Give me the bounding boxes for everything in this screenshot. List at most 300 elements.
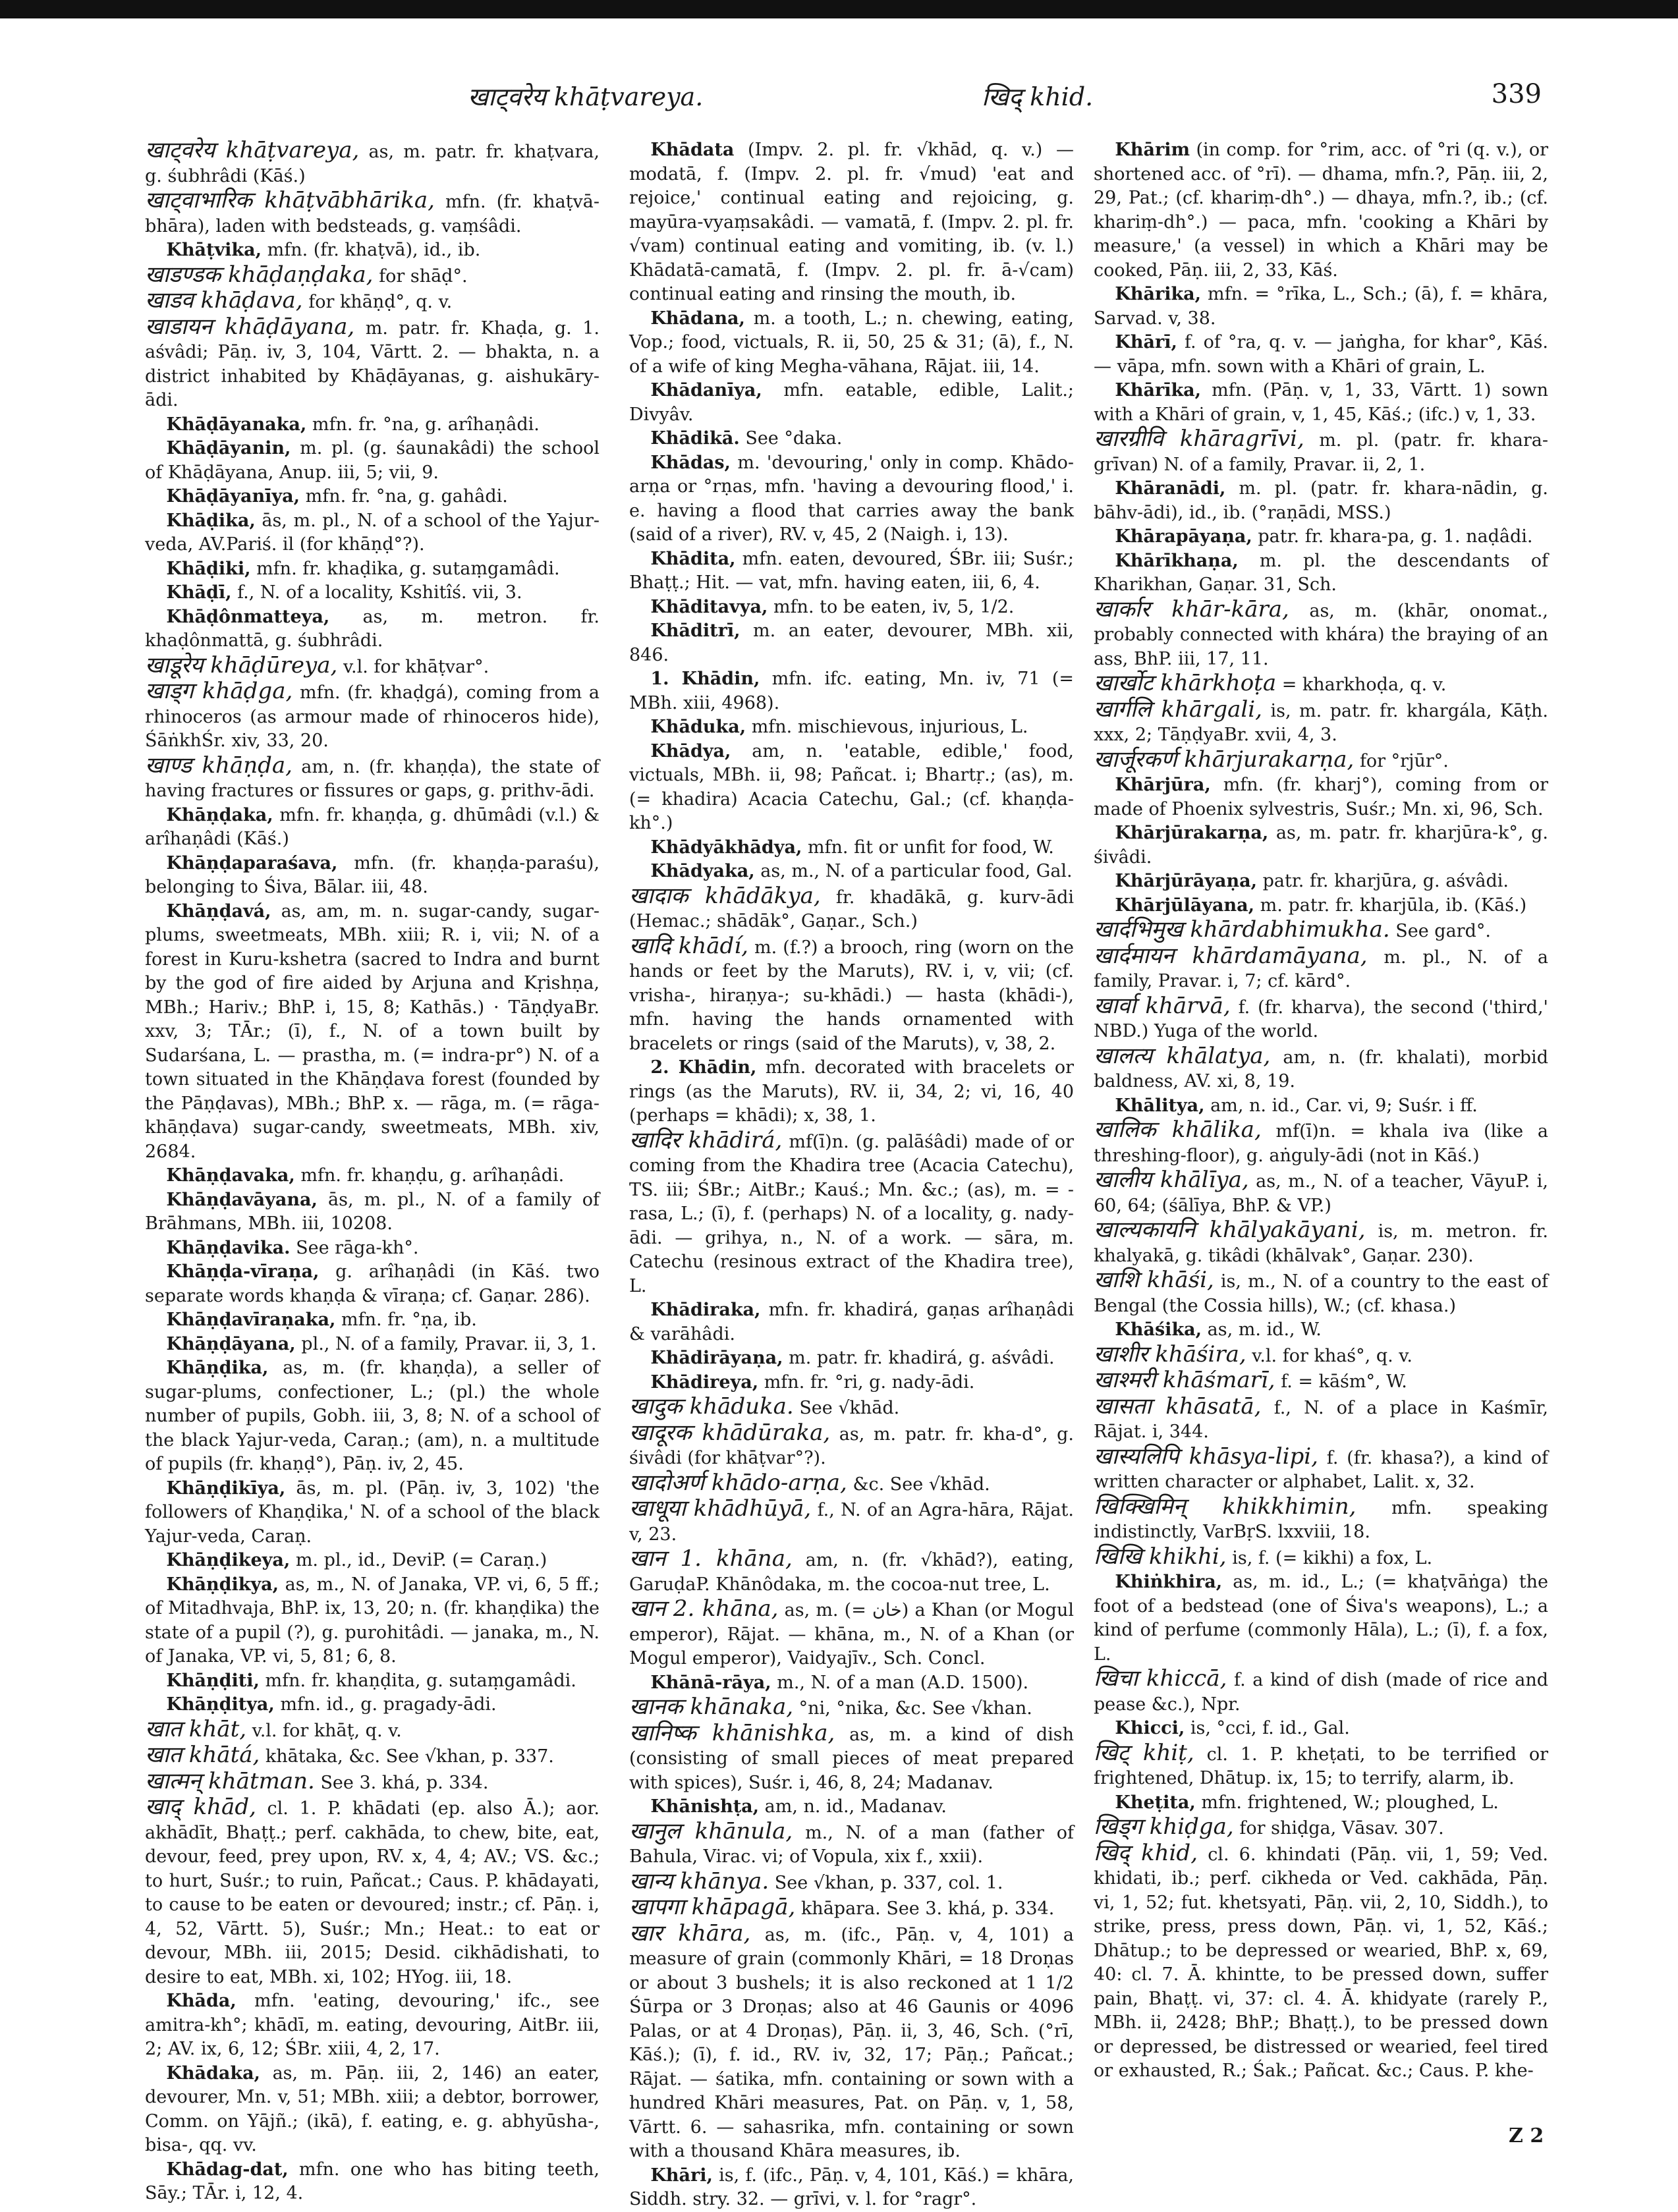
- dictionary-entry: [145, 1989, 600, 2062]
- dictionary-entry: [629, 1371, 1074, 1395]
- entry-headword: Khāranādi,: [1115, 478, 1226, 499]
- entry-definition: m., N. of a man (A.D. 1500).: [777, 1672, 1029, 1693]
- entry-headword: खात khātá,: [145, 1742, 260, 1768]
- dictionary-entry: [1094, 427, 1548, 477]
- dictionary-entry: [145, 1477, 600, 1549]
- entry-headword: Khāḍāyanaka,: [166, 414, 307, 435]
- dictionary-entry: [629, 1471, 1074, 1497]
- entry-headword: Khādag-dat,: [166, 2159, 289, 2180]
- entry-definition: cl. 1. P. khādati (ep. also Ā.); aor. akhādīt, Bhaṭṭ.; perf. cakhāda, to chew, bite, eat, devour, feed, prey upon, RV. x, 4, 4; AV.; VS. &c.; to hurt, Suśr.; to ruin, Pañcat.; Caus. P. khādayati, to cause to be eaten or devoured; instr.; cf. Pāṇ. i, 4, 52, Vārtt. 5), Suśr.; Mn.; Heat.: to eat or devour, MBh. iii, 2015; Desid. cikhādishati, to desire to eat, MBh. xi, 102; HYog. iii, 18.: [145, 1798, 600, 1987]
- entry-definition: f. = kāśm°, W.: [1281, 1371, 1407, 1392]
- entry-headword: Khādanīya,: [650, 380, 762, 401]
- entry-headword: Khārika,: [1115, 284, 1202, 304]
- entry-headword: Khāditavya,: [650, 596, 768, 617]
- entry-definition: f. a kind of dish (made of rice and pease &c.), Npr.: [1094, 1670, 1549, 1715]
- dictionary-entry: [629, 1597, 1074, 1671]
- dictionary-entry: [629, 1869, 1074, 1896]
- entry-definition: is, °cci, f. id., Gal.: [1190, 1718, 1350, 1738]
- entry-definition: mfn. = °rīka, L., Sch.; (ā), f. = khāra, Sarvad. v, 38.: [1094, 284, 1548, 329]
- dictionary-entry: [145, 138, 600, 188]
- entry-definition: See √khād.: [799, 1398, 900, 1418]
- entry-headword: Khāditrī,: [650, 621, 741, 641]
- entry-headword: Khāṇḍika,: [166, 1358, 269, 1378]
- dictionary-entry: [629, 138, 1074, 307]
- entry-definition: See °daka.: [745, 428, 843, 449]
- dictionary-entry: [1094, 1570, 1548, 1667]
- entry-definition: as, am, m. n. sugar-candy, sugar-plums, sweetmeats, MBh. xiii; R. i, vii; N. of a forest in Kuru-kshetra (sacred to Indra and burnt by the god of fire aided by Arjuna and Kṛishṇa, MBh.; Hariv.; BhP. i, 15, 8; Kathās.) · TāṇḍyaBr. xxv, 3; TĀr.; (ī), f., N. of a town built by Sudarśana, L. — prastha, m. (= indra-pr°) N. of a town situated in the Khāṇḍava forest (founded by the Pāṇḍavas), MBh.; BhP. x. — rāga, m. (= rāga-khāṇḍava) sugar-candy, sweetmeats, MBh. xiv, 2684.: [145, 900, 600, 1162]
- entry-headword: Khāṇḍaka,: [166, 804, 273, 825]
- entry-definition: for shāḍ°.: [379, 265, 468, 287]
- entry-definition: m. a tooth, L.; n. chewing, eating, Vop.; food, victuals, R. ii, 50, 25 & 31; (ā), f., N. of a wife of king Megha-vāhana, Rājat. iii, 14.: [629, 308, 1074, 377]
- entry-definition: as, m. (fr. khaṇḍa), a seller of sugar-plums, confectioner, L.; (pl.) the whole number of pupils, Gobh. iii, 3, 8; N. of a school of the black Yajur-veda, Caraṇ.; (am), n. a multitude of pupils (fr. khaṇḍ°), Pāṇ. iv, 2, 45.: [145, 1358, 600, 1474]
- entry-headword: खार्कार khār-kāra,: [1094, 595, 1289, 622]
- dictionary-entry: [1094, 1268, 1548, 1318]
- entry-headword: Khādireya,: [650, 1371, 759, 1393]
- dictionary-entry: [145, 1260, 600, 1308]
- entry-headword: Khāṇḍaparaśava,: [166, 852, 338, 873]
- entry-definition: mfn. fr. °na, g. gahâdi.: [305, 486, 508, 507]
- entry-headword: Khādyākhādya,: [650, 837, 802, 858]
- entry-headword: Khārapāyaṇa,: [1115, 526, 1252, 547]
- dictionary-entry: [145, 557, 600, 582]
- entry-headword: Khādiraka,: [650, 1300, 761, 1320]
- entry-headword: खान्य khānya.: [629, 1867, 769, 1894]
- dictionary-entry: [145, 900, 600, 1165]
- dictionary-entry: [629, 1346, 1074, 1371]
- entry-headword: खाडव khāḍava,: [145, 287, 303, 314]
- entry-definition: mfn. decorated with bracelets or rings (as the Maruts), RV. ii, 34, 2; vi, 16, 40 (perhaps = khādi); x, 38, 1.: [629, 1057, 1074, 1126]
- dictionary-entry: [1094, 1495, 1548, 1545]
- entry-definition: mfn. to be eaten, iv, 5, 1/2.: [773, 596, 1015, 617]
- dictionary-entry: [629, 1298, 1074, 1346]
- entry-headword: खाद् khād,: [145, 1794, 256, 1820]
- entry-definition: mfn. one who has biting teeth, Sāy.; TĀr. i, 12, 4.: [145, 2159, 600, 2203]
- dictionary-entry: [629, 595, 1074, 620]
- running-head-left: खाट्वरेय khāṭvareya.: [468, 82, 704, 111]
- entry-definition: m. pl. (patr. fr. khara-nādin, g. bāhv-ādi), id., ib. (°raṇādi, MSS.): [1094, 478, 1548, 523]
- dictionary-entry: [145, 1356, 600, 1477]
- entry-definition: mfn. fr. khadirá, gaṇas arîhaṇâdi & varāhâdi.: [629, 1300, 1074, 1344]
- entry-headword: Khāḍônmatteya,: [166, 606, 330, 627]
- entry-definition: f., N. of a locality, Kshitîś. vii, 3.: [237, 582, 522, 603]
- entry-headword: खादिर khādirá,: [629, 1126, 783, 1153]
- entry-headword: खाश्मरी khāśmarī,: [1094, 1367, 1275, 1393]
- entry-headword: Khārjūra,: [1115, 775, 1211, 795]
- entry-definition: = kharkhoḍa, q. v.: [1281, 675, 1447, 695]
- entry-headword: खात khāt,: [145, 1715, 247, 1742]
- entry-headword: Khālitya,: [1115, 1095, 1205, 1116]
- dictionary-entry: [629, 884, 1074, 934]
- dictionary-entry: [1094, 671, 1548, 698]
- dictionary-entry: [1094, 477, 1548, 525]
- entry-definition: m. (f.?) a brooch, ring (worn on the hands or feet by the Maruts), RV. i, v, vii; (cf. vrisha-, hiraṇya-; su-khādi.) — hasta (khādi-), mfn. having the hands ornamented with bracelets or rings (said of the Maruts), v, 38, 2.: [629, 937, 1074, 1054]
- entry-definition: f. (fr. khasa?), a kind of written character or alphabet, Lalit. x, 32.: [1094, 1447, 1548, 1492]
- entry-definition: as, m. (ifc., Pāṇ. v, 4, 101) a measure of grain (commonly Khāri, = 18 Droṇas or about 3 bushels; it is also reckoned at 1 1/2 Śūrpa or 3 Droṇas; also at 46 Gaunis or 4096 Palas, or at 4 Droṇas), Pāṇ. ii, 3, 46, Sch. (°rī, Kāś.); (ī), f. id., RV. iv, 32, 17; Pāṇ.; Pañcat.; Rājat. — śatika, mfn. containing or sown with a hundred Khāri measures, Pat. on Pāṇ. v, 1, 58, Vārtt. 6. — sahasrika, mfn. containing or sown with a thousand Khāra measures, ib.: [629, 1924, 1074, 2161]
- entry-definition: ās, m. pl. (Pāṇ. iv, 3, 102) 'the followers of Khaṇḍika,' N. of a school of the black Yajur-veda, Caraṇ.: [145, 1478, 600, 1547]
- entry-definition: mfn. (fr. khaṇḍa-paraśu), belonging to Śiva, Bālar. iii, 48.: [145, 852, 600, 897]
- dictionary-entry: [145, 1795, 600, 1989]
- entry-definition: mfn. eaten, devoured, ŚBr. iii; Suśr.; Bhaṭṭ.; Hit. — vat, mfn. having eaten, iii, 6, 4.: [629, 548, 1074, 593]
- entry-definition: mfn. (fr. khaṭvā), id., ib.: [267, 240, 481, 260]
- entry-headword: Khānā-rāya,: [650, 1672, 771, 1693]
- entry-definition: as, m., N. of a particular food, Gal.: [760, 861, 1073, 881]
- entry-definition: is, m., N. of a country to the east of Bengal (the Cossia hills), W.; (cf. khasa.): [1094, 1271, 1548, 1316]
- entry-definition: for khāṇḍ°, q. v.: [308, 292, 453, 312]
- dictionary-entry: [145, 653, 600, 680]
- dictionary-entry: [629, 547, 1074, 595]
- entry-headword: Khāṇḍāyana,: [166, 1333, 296, 1354]
- dictionary-entry: [1094, 1741, 1548, 1791]
- entry-definition: cl. 1. P. kheṭati, to be terrified or frightened, Dhātup. ix, 15; to terrify, alarm, ib.: [1094, 1744, 1549, 1788]
- entry-definition: as, m. id., W.: [1207, 1319, 1322, 1340]
- entry-definition: mfn. fr. khaṇḍu, g. arîhaṇâdi.: [300, 1165, 565, 1186]
- dictionary-entry: [1094, 1342, 1548, 1369]
- entry-headword: खान 2. khāna,: [629, 1595, 779, 1622]
- entry-headword: Khādata: [650, 140, 735, 160]
- entry-definition: fr. khadākā, g. kurv-ādi (Hemac.; shādāk°, Gaṇar., Sch.): [629, 887, 1074, 931]
- dictionary-entry: [145, 1333, 600, 1357]
- entry-headword: खाधूया khādhūyā,: [629, 1495, 812, 1522]
- dictionary-entry: [145, 1573, 600, 1669]
- dictionary-entry: [145, 315, 600, 413]
- entry-definition: am, n. id., Madanav.: [764, 1796, 947, 1817]
- entry-headword: खिचा khiccā,: [1094, 1665, 1227, 1692]
- dictionary-entry: [1094, 597, 1548, 672]
- entry-headword: खाड्ग khāḍga,: [145, 678, 293, 704]
- entry-headword: खार्वा khārvā,: [1094, 992, 1231, 1019]
- entry-headword: Khāṇḍavaka,: [166, 1165, 295, 1186]
- entry-headword: Khārīkhaṇa,: [1115, 550, 1239, 571]
- entry-definition: pl., N. of a family, Pravar. ii, 3, 1.: [301, 1333, 597, 1354]
- entry-headword: खाट्वाभारिक khāṭvābhārika,: [145, 187, 435, 213]
- entry-definition: as, m. patr. fr. khaṭvara, g. śubhrâdi (Kāś.): [145, 142, 600, 186]
- dictionary-entry: [145, 852, 600, 900]
- dictionary-entry: [145, 605, 600, 653]
- entry-headword: खाशीर khāśira,: [1094, 1341, 1246, 1368]
- dictionary-entry: [1094, 1368, 1548, 1395]
- dictionary-entry: [145, 289, 600, 315]
- entry-definition: mfn. frightened, W.; ploughed, L.: [1201, 1792, 1499, 1813]
- dictionary-entry: [629, 1819, 1074, 1869]
- entry-definition: mfn. fr. °ṇa, ib.: [341, 1310, 477, 1330]
- dictionary-entry: [145, 754, 600, 804]
- dictionary-entry: [629, 1547, 1074, 1597]
- entry-headword: खानक khānaka,: [629, 1694, 794, 1720]
- entry-headword: खारग्रीवि khāragrīvi,: [1094, 426, 1304, 452]
- entry-headword: खार्दमायन khārdamāyana,: [1094, 942, 1368, 969]
- entry-definition: m. pl., N. of a family, Pravar. i, 7; cf. kārd°.: [1094, 947, 1548, 991]
- entry-definition: m., N. of a man (father of Bahula, Virac. vi; of Vopula, xix f., xxii).: [629, 1822, 1074, 1867]
- entry-headword: खालिक khālika,: [1094, 1117, 1262, 1143]
- dictionary-entry: [1094, 1791, 1548, 1815]
- entry-definition: mfn. 'eating, devouring,' ifc., see amitra-kh°; khādī, m. eating, devouring, AitBr. iii, 2; AV. ix, 6, 12; ŚBr. xiii, 4, 2, 17.: [145, 1991, 600, 2059]
- entry-headword: खार्जूरकर्ण khārjurakarṇa,: [1094, 746, 1355, 773]
- dictionary-entry: [145, 2062, 600, 2158]
- dictionary-entry: [1094, 994, 1548, 1044]
- dictionary-entry: [629, 1895, 1074, 1922]
- entry-definition: for °rjūr°.: [1359, 750, 1449, 771]
- entry-definition: as, m. (= خان) a Khan (or Mogul emperor), Rājat. — khāna, m., N. of a Khan (or Mogul emperor), Vaidyajīv., Sch. Concl.: [629, 1600, 1074, 1669]
- entry-definition: as, m. a kind of dish (consisting of small pieces of meat prepared with spices), Suśr. i, 46, 8, 24; Madanav.: [629, 1724, 1074, 1793]
- entry-definition: mfn. eatable, edible, Lalit.; Divyâv.: [629, 380, 1074, 425]
- entry-headword: Khāṇḍiti,: [166, 1670, 260, 1691]
- running-header: [138, 79, 1542, 119]
- dictionary-entry: [145, 413, 600, 437]
- entry-definition: as, m. metron. fr. khaḍônmattā, g. śubhrâdi.: [145, 606, 600, 651]
- entry-definition: am, n. (fr. khalati), morbid baldness, AV. xi, 8, 19.: [1094, 1047, 1548, 1092]
- entry-headword: खाल्यकायनि khālyakāyani,: [1094, 1217, 1366, 1243]
- entry-headword: Khāḍiki,: [166, 558, 251, 579]
- dictionary-entry: [1094, 138, 1548, 283]
- entry-definition: for shiḍga, Vāsav. 307.: [1239, 1818, 1444, 1839]
- entry-definition: am, n. (fr. √khād?), eating, GaruḍaP. Khānôdaka, m. the cocoa-nut tree, L.: [629, 1550, 1074, 1595]
- dictionary-entry: [629, 1056, 1074, 1128]
- dictionary-entry: [1094, 1841, 1548, 2084]
- entry-definition: patr. fr. khara-pa, g. 1. naḍâdi.: [1258, 526, 1533, 547]
- entry-headword: Khāri,: [650, 2165, 713, 2186]
- dictionary-entry: [1094, 549, 1548, 597]
- entry-headword: खादोअर्ण khādo-arṇa,: [629, 1469, 847, 1496]
- entry-definition: as, m. id., L.; (= khaṭvāṅga) the foot of a bedstead (one of Śiva's weapons), L.; a kind of perfume (commonly Hāla), L.; (ī), f. a fox, L.: [1094, 1572, 1548, 1665]
- dictionary-entry: [629, 1671, 1074, 1696]
- dictionary-entry: [145, 1549, 600, 1573]
- entry-definition: as, m. patr. fr. kha-d°, g. śivâdi (for khāṭvar°?).: [629, 1424, 1074, 1468]
- dictionary-entry: [145, 1164, 600, 1188]
- scan-top-border: [0, 0, 1678, 18]
- entry-definition: ās, m. pl., N. of a school of the Yajur-veda, AV.Pariś. il (for khāṇḍ°?).: [145, 510, 600, 555]
- dictionary-entry: [1094, 379, 1548, 427]
- entry-definition: See gard°.: [1395, 921, 1491, 941]
- entry-headword: खाशि khāśi,: [1094, 1267, 1214, 1293]
- entry-definition: °ni, °nika, &c. See √khan.: [798, 1698, 1032, 1719]
- dictionary-entry: [1094, 944, 1548, 994]
- entry-headword: Khādita,: [650, 548, 736, 569]
- entry-definition: mfn. fr. °ri, g. nady-ādi.: [764, 1371, 975, 1393]
- dictionary-entry: [629, 667, 1074, 715]
- dictionary-entry: [629, 307, 1074, 379]
- entry-headword: खिखि khikhi,: [1094, 1543, 1227, 1570]
- entry-definition: ās, m. pl., N. of a family of Brāhmans, MBh. iii, 10208.: [145, 1189, 600, 1234]
- dictionary-entry: [1094, 918, 1548, 944]
- entry-headword: खानुल khānula,: [629, 1817, 793, 1844]
- entry-definition: See rāga-kh°.: [296, 1237, 419, 1258]
- entry-headword: खाट्वरेय khāṭvareya,: [145, 137, 360, 163]
- dictionary-entry: [145, 1743, 600, 1769]
- dictionary-entry: [145, 1693, 600, 1717]
- entry-definition: (Impv. 2. pl. fr. √khād, q. v.) — modatā, f. (Impv. 2. pl. fr. √mud) 'eat and rejoice,' continual eating and rejoicing, g. mayūra-vyaṃsakâdi. — vamatā, f. (Impv. 2. pl. fr. √vam) continual eating and vomiting, ib. (v. l.) Khādatā-camatā, f. (Impv. 2. pl. fr. ā-√cam) continual eating and rinsing the mouth, ib.: [629, 140, 1074, 304]
- entry-headword: Kheṭita,: [1115, 1792, 1196, 1813]
- entry-definition: f., N. of a place in Kaśmīr, Rājat. i, 344.: [1094, 1397, 1549, 1442]
- dictionary-entry: [1094, 773, 1548, 821]
- dictionary-entry: [145, 804, 600, 852]
- entry-headword: खाडूरेय khāḍūreya,: [145, 651, 338, 678]
- entry-definition: mfn. mischievous, injurious, L.: [751, 717, 1028, 737]
- dictionary-entry: [1094, 1445, 1548, 1495]
- entry-definition: as, m. Pāṇ. iii, 2, 146) an eater, devourer, Mn. v, 51; MBh. xiii; a debtor, borrower, Comm. on Yājñ.; (ikā), f. eating, e. g. abhyūsha-, bisa-, qq. vv.: [145, 2062, 600, 2155]
- dictionary-entry: [1094, 1118, 1548, 1168]
- entry-headword: खिद् khid,: [1094, 1839, 1198, 1866]
- entry-definition: mfn. ifc. eating, Mn. iv, 71 (= MBh. xiii, 4968).: [629, 669, 1074, 713]
- dictionary-entry: [1094, 1044, 1548, 1094]
- entry-headword: खिक्खिमिन् khikkhimin,: [1094, 1493, 1356, 1520]
- entry-headword: Khādirāyaṇa,: [650, 1348, 783, 1368]
- entry-definition: mfn. id., g. pragady-ādi.: [280, 1694, 497, 1715]
- entry-definition: am, n. 'eatable, edible,' food, victuals, MBh. ii, 98; Pañcat. i; Bhartṛ.; (as), m. (= khadira) Acacia Catechu, Gal.; (cf. khaṇḍa-kh°.): [629, 740, 1074, 833]
- entry-definition: m. patr. fr. Khaḍa, g. 1. aśvâdi; Pāṇ. iv, 3, 104, Vārtt. 2. — bhakta, n. a district inhabited by Khāḍāyanas, g. aishukāry-ādi.: [145, 318, 600, 410]
- entry-definition: mfn. fr. khaṇḍita, g. sutaṃgamâdi.: [265, 1670, 576, 1691]
- entry-headword: खार्खोट khārkhoṭa: [1094, 670, 1277, 696]
- dictionary-entry: [1094, 894, 1548, 918]
- entry-definition: khātaka, &c. See √khan, p. 337.: [265, 1746, 554, 1767]
- entry-headword: खाडण्डक khāḍaṇḍaka,: [145, 261, 374, 288]
- dictionary-entry: [145, 238, 600, 263]
- entry-definition: cl. 6. khindati (Pāṇ. vii, 1, 59; Ved. khidati, ib.; perf. cikheda or Ved. cakhāda, Pāṇ. vi, 1, 52; fut. khetsyati, Pāṇ. vii, 2, 10, Siddh.), to strike, press, press down, Pāṇ. vi, 1, 52, Kāś.; Dhātup.; to be depressed or wearied, BhP. x, 69, 40: cl. 7. Ā. khintte, to be pressed down, suffer pain, Bhaṭṭ. vi, 37: cl. 4. Ā. khidyate (rarely P., MBh. ii, 2428; BhP.; Bhaṭṭ.), to be pressed down or depressed, be distressed or wearied, feel tired or exhausted, R.; Śak.; Pañcat. &c.; Caus. P. khe-: [1094, 1844, 1548, 2081]
- dictionary-entry: [1094, 698, 1548, 748]
- entry-headword: खार khāra,: [629, 1920, 751, 1947]
- entry-headword: Khārim: [1115, 140, 1190, 160]
- entry-definition: mfn. (Pāṇ. v, 1, 33, Vārtt. 1) sown with a Khāri of grain, v, 1, 45, Kāś.; (ifc.) v, 1, 33.: [1094, 380, 1548, 425]
- entry-definition: as, m. patr. fr. kharjūra-k°, g. śivâdi.: [1094, 823, 1548, 868]
- entry-definition: m. pl. (g. śaunakâdi) the school of Khāḍāyana, Anup. iii, 5; vii, 9.: [145, 438, 600, 483]
- entry-headword: Khārīka,: [1115, 380, 1202, 401]
- entry-headword: Khāṇḍikīya,: [166, 1478, 286, 1499]
- entry-definition: khāpara. See 3. khá, p. 334.: [800, 1898, 1055, 1919]
- dictionary-entry: [629, 1128, 1074, 1299]
- entry-definition: mfn. fr. khaṇḍa, g. dhūmâdi (v.l.) & arîhaṇâdi (Kāś.): [145, 804, 600, 849]
- dictionary-entry: [1094, 1815, 1548, 1841]
- entry-headword: खादाक khādākya,: [629, 882, 821, 909]
- entry-headword: Khāḍāyanīya,: [166, 486, 300, 507]
- dictionary-entry: [629, 1721, 1074, 1796]
- entry-definition: f. (fr. kharva), the second ('third,' NBD.) Yuga of the world.: [1094, 997, 1548, 1041]
- dictionary-entry: [1094, 1545, 1548, 1571]
- entry-definition: is, f. (ifc., Pāṇ. v, 4, 101, Kāś.) = khāra, Siddh. stry. 32. — grīvi, v. l. for °ragr°.: [629, 2165, 1074, 2209]
- entry-definition: mf(ī)n. (g. palāśâdi) made of or coming from the Khadira tree (Acacia Catechu), TS. iii; ŚBr.; AitBr.; Kauś.; Mn. &c.; (as), m. = -rasa, L.; (ī), f. (perhaps) N. of a locality, g. nady-ādi. — grihya, n., N. of a work. — sāra, m. Catechu (resinous extract of the Khadira tree), L.: [629, 1131, 1074, 1296]
- dictionary-entry: [145, 1769, 600, 1796]
- entry-definition: mfn. (fr. kharj°), coming from or made of Phoenix sylvestris, Suśr.; Mn. xi, 96, Sch.: [1094, 775, 1548, 819]
- entry-headword: Khāḍika,: [166, 510, 256, 531]
- entry-headword: Khādya,: [650, 740, 731, 761]
- entry-headword: खास्यलिपि khāsya-lipi,: [1094, 1443, 1318, 1470]
- entry-headword: Khānishṭa,: [650, 1796, 760, 1817]
- entry-headword: Khāṇḍitya,: [166, 1694, 275, 1715]
- printer-signature-mark: Z 2: [1509, 2124, 1544, 2147]
- dictionary-entry: [629, 860, 1074, 884]
- entry-headword: Khāṇḍavá,: [166, 900, 271, 922]
- dictionary-entry: [629, 934, 1074, 1057]
- entry-headword: खान 1. khāna,: [629, 1545, 793, 1572]
- dictionary-entry: [145, 437, 600, 485]
- entry-headword: खिट् khiṭ,: [1094, 1739, 1194, 1766]
- entry-headword: Khāḍāyanin,: [166, 438, 291, 458]
- dictionary-entry: [145, 2158, 600, 2206]
- entry-definition: v.l. for khaś°, q. v.: [1252, 1345, 1412, 1366]
- entry-definition: v.l. for khāṭvar°.: [343, 656, 489, 677]
- dictionary-entry: [1094, 821, 1548, 870]
- dictionary-entry: [629, 451, 1074, 547]
- dictionary-entry: [629, 1395, 1074, 1421]
- dictionary-entry: [145, 188, 600, 238]
- entry-definition: mfn. fr. °na, g. arîhaṇâdi.: [312, 414, 540, 435]
- entry-definition: mfn. (fr. khaṭvā-bhāra), laden with bedsteads, g. vaṃśâdi.: [145, 192, 600, 236]
- entry-definition: am, n. id., Car. vi, 9; Suśr. i ff.: [1210, 1095, 1478, 1116]
- dictionary-entry: [1094, 1094, 1548, 1119]
- entry-definition: m. patr. fr. kharjūla, ib. (Kāś.): [1260, 895, 1527, 916]
- entry-headword: खिड्ग khiḍga,: [1094, 1813, 1234, 1840]
- entry-definition: as, m. (khār, onomat., probably connected with khára) the braying of an ass, BhP. iii, 17, 11.: [1094, 600, 1548, 669]
- dictionary-entry: [629, 379, 1074, 427]
- dictionary-entry: [145, 1188, 600, 1236]
- dictionary-entry: [145, 581, 600, 605]
- entry-headword: Khārjūrakarṇa,: [1115, 823, 1269, 843]
- entry-headword: Khāṇḍikeya,: [166, 1550, 291, 1570]
- dictionary-entry: [1094, 1318, 1548, 1342]
- entry-headword: Khādyaka,: [650, 861, 755, 881]
- entry-headword: खार्दभिमुख khārdabhimukha.: [1094, 916, 1390, 943]
- entry-headword: Khādaka,: [166, 2062, 260, 2084]
- entry-headword: Khādikā.: [650, 428, 740, 449]
- dictionary-entry: [1094, 283, 1548, 331]
- entry-definition: mfn. fit or unfit for food, W.: [807, 837, 1054, 858]
- dictionary-entry: [629, 836, 1074, 860]
- dictionary-entry: [629, 715, 1074, 740]
- dictionary-entry: [145, 1236, 600, 1261]
- dictionary-column-2: [629, 138, 1074, 2212]
- entry-headword: खानिष्क khānishka,: [629, 1719, 835, 1746]
- entry-headword: Khādas,: [650, 452, 731, 473]
- entry-headword: खादि khādí,: [629, 932, 748, 959]
- dictionary-entry: [629, 1497, 1074, 1547]
- dictionary-entry: [1094, 1395, 1548, 1445]
- entry-headword: 2. Khādin,: [650, 1057, 757, 1078]
- entry-headword: Khāda,: [166, 1991, 237, 2011]
- entry-definition: mfn. speaking indistinctly, VarBṛS. lxxviii, 18.: [1094, 1497, 1548, 1542]
- dictionary-entry: [1094, 870, 1548, 894]
- entry-definition: as, m., N. of a teacher, VāyuP. i, 60, 64; (śālīya, BhP. & VP.): [1094, 1171, 1548, 1216]
- entry-definition: m. 'devouring,' only in comp. Khādo-arṇa or °rṇas, mfn. 'having a devouring flood,' i. e. having a flood that carries away the bank (said of a river), RV. v, 45, 2 (Naigh. i, 13).: [629, 452, 1074, 545]
- entry-definition: m. pl. (patr. fr. khara-grīvan) N. of a family, Pravar. ii, 2, 1.: [1094, 430, 1548, 475]
- entry-headword: खाण्ड khāṇḍa,: [145, 752, 293, 779]
- running-head-center: खिद् khid.: [982, 82, 1094, 111]
- entry-headword: Khārī,: [1115, 332, 1177, 352]
- dictionary-entry: [1094, 1667, 1548, 1717]
- entry-headword: Khāṇḍavika.: [166, 1237, 291, 1258]
- entry-headword: Khārjūrāyaṇa,: [1115, 871, 1258, 891]
- entry-definition: v.l. for khāṭ, q. v.: [252, 1720, 402, 1741]
- dictionary-entry: [629, 1922, 1074, 2164]
- entry-headword: Khāḍī,: [166, 582, 232, 603]
- page-number: 339: [1491, 79, 1542, 109]
- entry-headword: खादुक khāduka.: [629, 1393, 794, 1420]
- entry-headword: खालत्य khālatya,: [1094, 1042, 1271, 1069]
- entry-definition: is, m. patr. fr. khargála, Kāṭh. xxx, 2; TāṇḍyaBr. xvii, 4, 3.: [1094, 700, 1548, 745]
- dictionary-entry: [145, 1717, 600, 1744]
- dictionary-column-3: [1094, 138, 1548, 2084]
- dictionary-entry: [145, 485, 600, 509]
- entry-definition: is, m. metron. fr. khalyakā, g. tikâdi (khālvak°, Gaṇar. 230).: [1094, 1221, 1548, 1266]
- entry-headword: खात्मन् khātman.: [145, 1767, 315, 1794]
- entry-headword: खार्गलि khārgali,: [1094, 696, 1262, 723]
- dictionary-entry: [1094, 331, 1548, 379]
- dictionary-entry: [629, 2164, 1074, 2212]
- entry-definition: am, n. (fr. khaṇḍa), the state of having fractures or fissures or gaps, g. prithv-ādi.: [145, 756, 600, 801]
- entry-headword: खालीय khālīya,: [1094, 1167, 1249, 1193]
- entry-definition: patr. fr. kharjūra, g. aśvâdi.: [1262, 871, 1509, 891]
- dictionary-entry: [145, 263, 600, 289]
- entry-headword: Khāśika,: [1115, 1319, 1202, 1340]
- dictionary-entry: [1094, 525, 1548, 549]
- dictionary-entry: [629, 427, 1074, 451]
